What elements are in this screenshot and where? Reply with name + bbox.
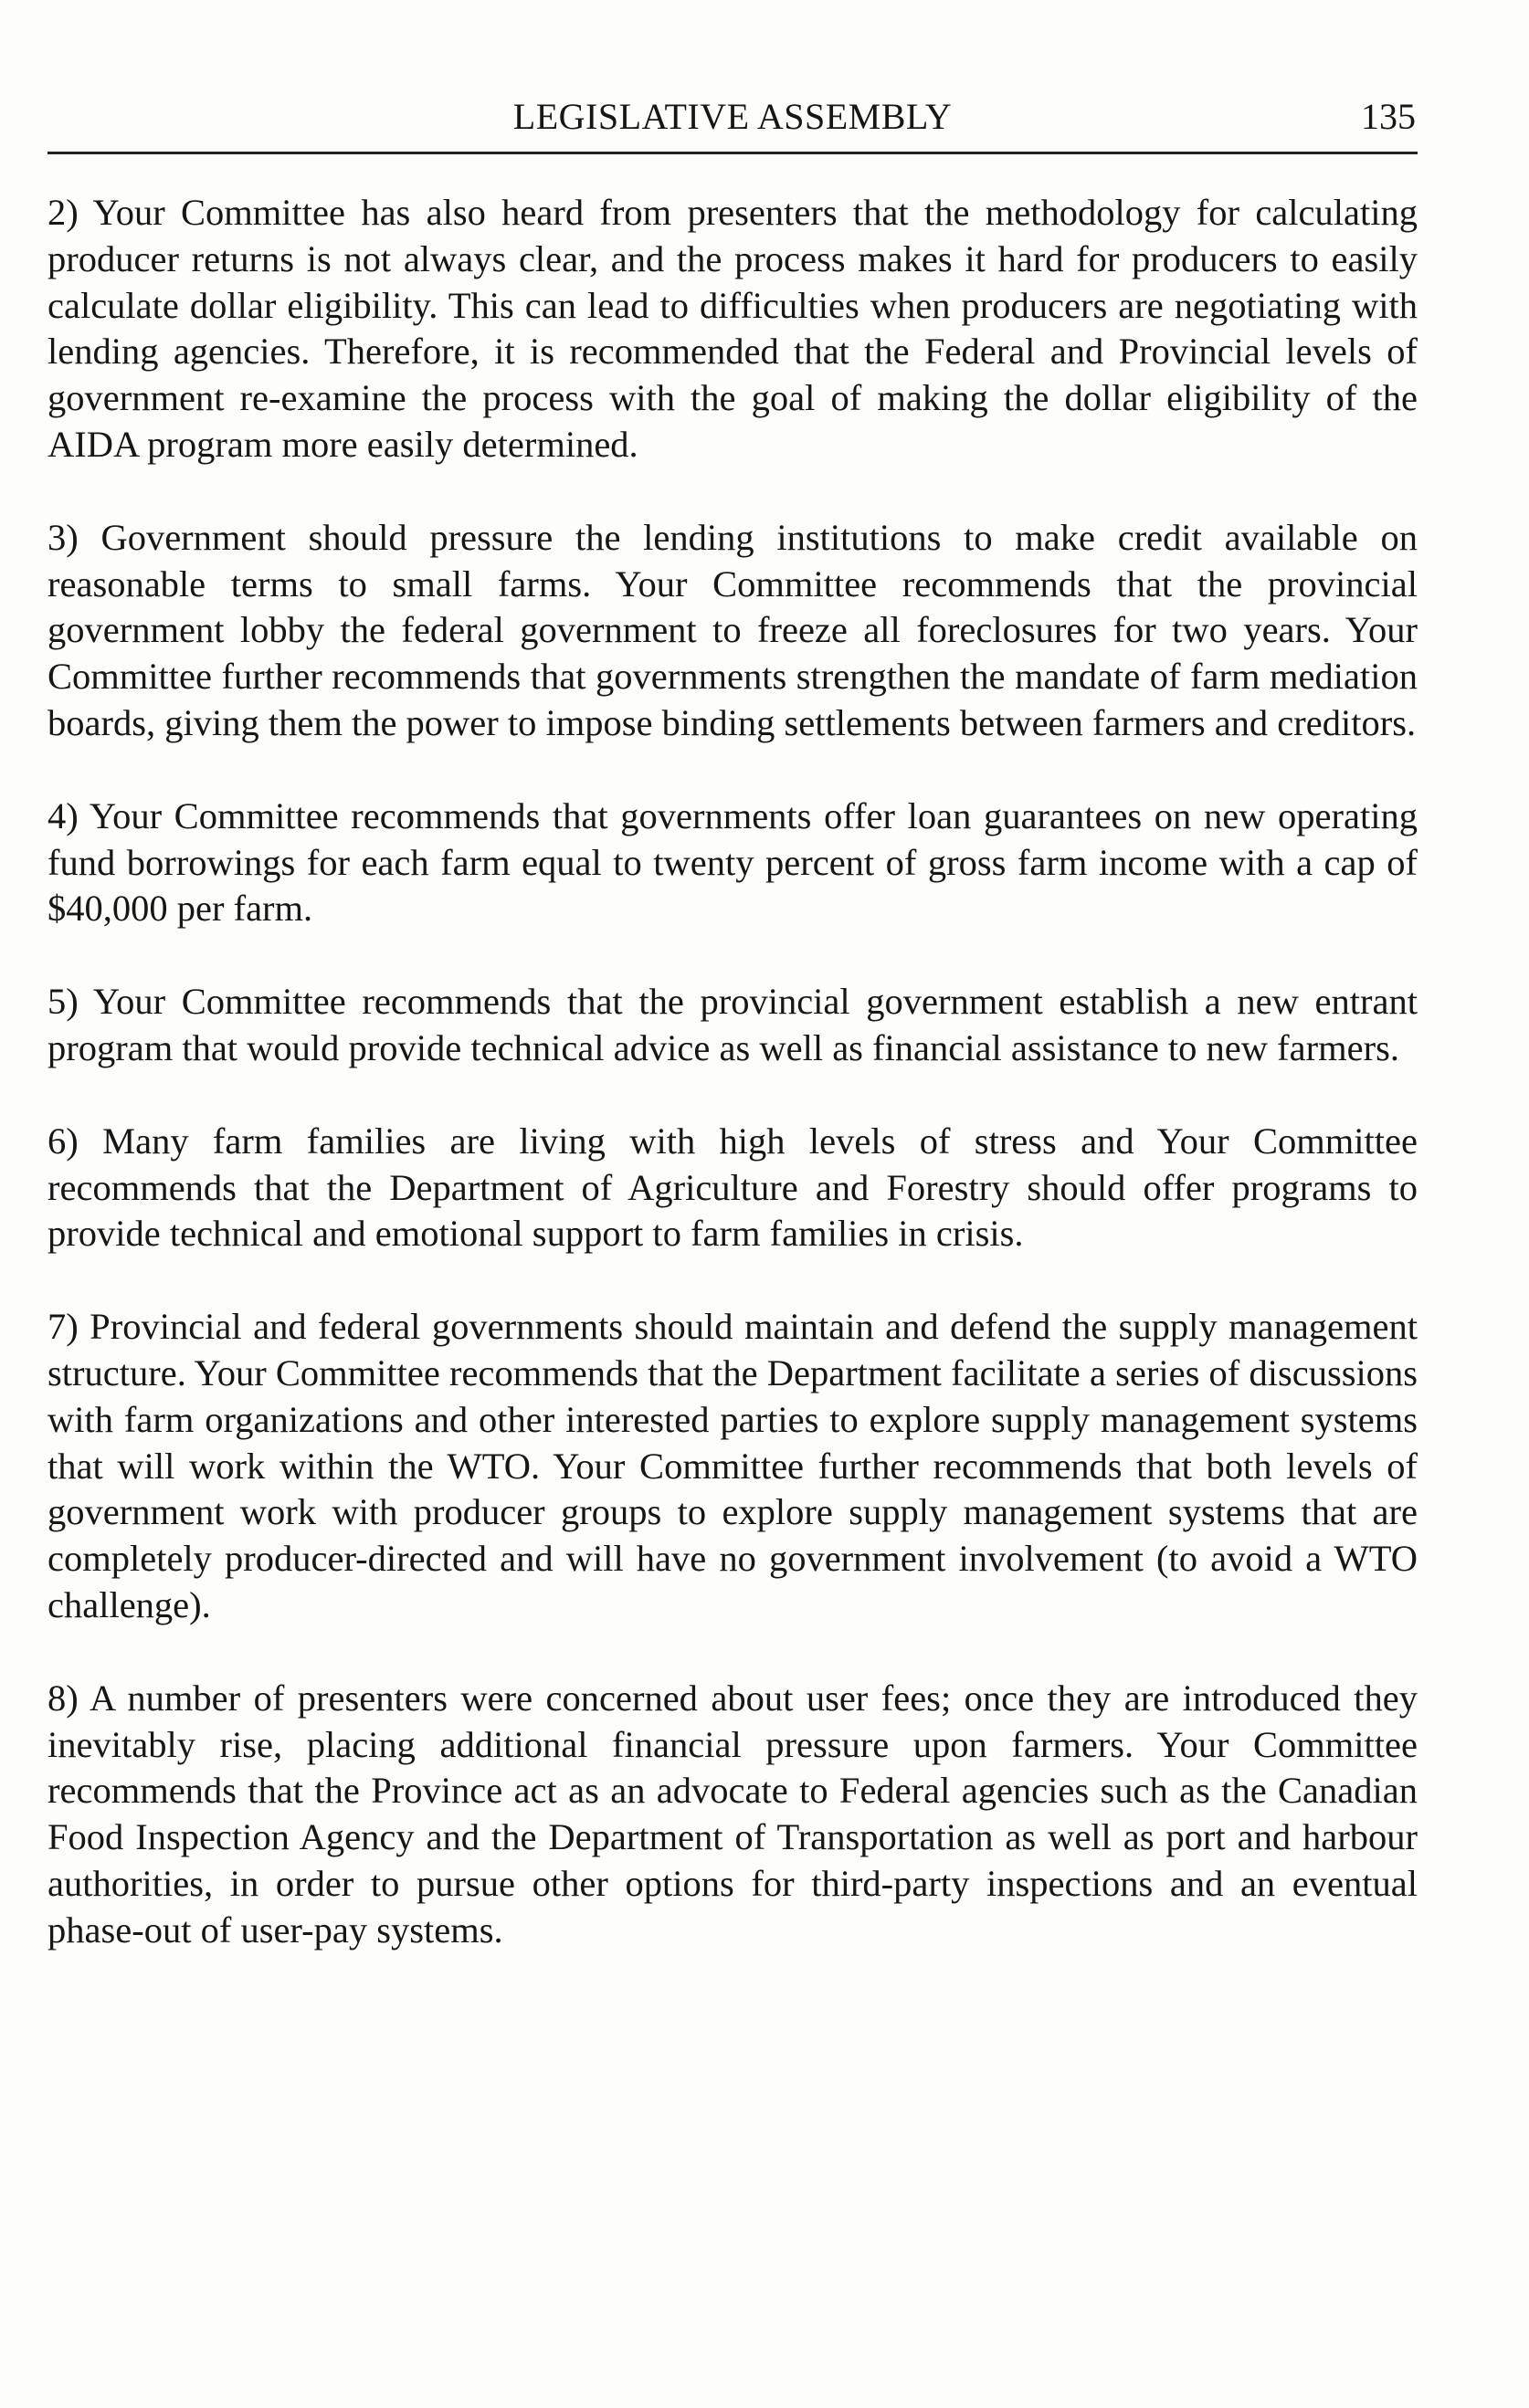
paragraph-recommendation-7: 7) Provincial and federal governments should maintain and defend the supply management structure. Your Committee recommends that the Department facilitate a series of discussions with farm organizations and other interested parties to explore supply management systems that will work within the WTO. Your Committee further recommends that both levels of government work with producer groups to explore supply management systems that are completely producer-directed and will have no government involvement (to avoid a WTO challenge). (47, 1306, 1418, 1625)
paragraph-recommendation-4: 4) Your Committee recommends that governments offer loan guarantees on new operating fund borrowings for each farm equal to twenty percent of gross farm income with a cap of $40,000 per farm. (47, 794, 1418, 930)
paragraph-recommendation-6: 6) Many farm families are living with high levels of stress and Your Committee recommends that the Department of Agriculture and Forestry should offer programs to provide technical and emotional support to farm families in crisis. (47, 1120, 1418, 1255)
paragraph-recommendation-5: 5) Your Committee recommends that the provincial government establish a new entrant program that would provide technical advice as well as financial assistance to new farmers. (47, 981, 1418, 1068)
paragraph-recommendation-3: 3) Government should pressure the lending institutions to make credit available on reasonable terms to small farms. Your Committee recommends that the provincial government lobby the federal government to freeze all foreclosures for two years. Your Committee further recommends that governments strengthen the mandate of farm mediation boards, giving them the power to impose binding settlements between farmers and creditors. (47, 516, 1418, 743)
header-title: LEGISLATIVE ASSEMBLY (512, 96, 953, 137)
paragraph-recommendation-2: 2) Your Committee has also heard from presenters that the methodology for calculating producer returns is not always clear, and the process makes it hard for producers to easily calculate dollar eligibility. This can lead to difficulties when producers are negotiating with lending agencies. Therefore, it is recommended that the Federal and Provincial levels of government re-examine the process with the goal of making the dollar eligibility of the AIDA program more easily determined. (47, 192, 1418, 465)
body-text (47, 190, 1418, 1954)
paragraph-recommendation-8: 8) A number of presenters were concerned about user fees; once they are introduced they inevitably rise, placing additional financial pressure upon farmers. Your Committee recommends that the Province act as an advocate to Federal agencies such as the Canadian Food Inspection Agency and the Department of Transportation as well as port and harbour authorities, in order to pursue other options for third-party inspections and an eventual phase-out of user-pay systems. (47, 1677, 1418, 1951)
running-header (47, 93, 1418, 154)
page-number: 135 (1361, 96, 1416, 137)
